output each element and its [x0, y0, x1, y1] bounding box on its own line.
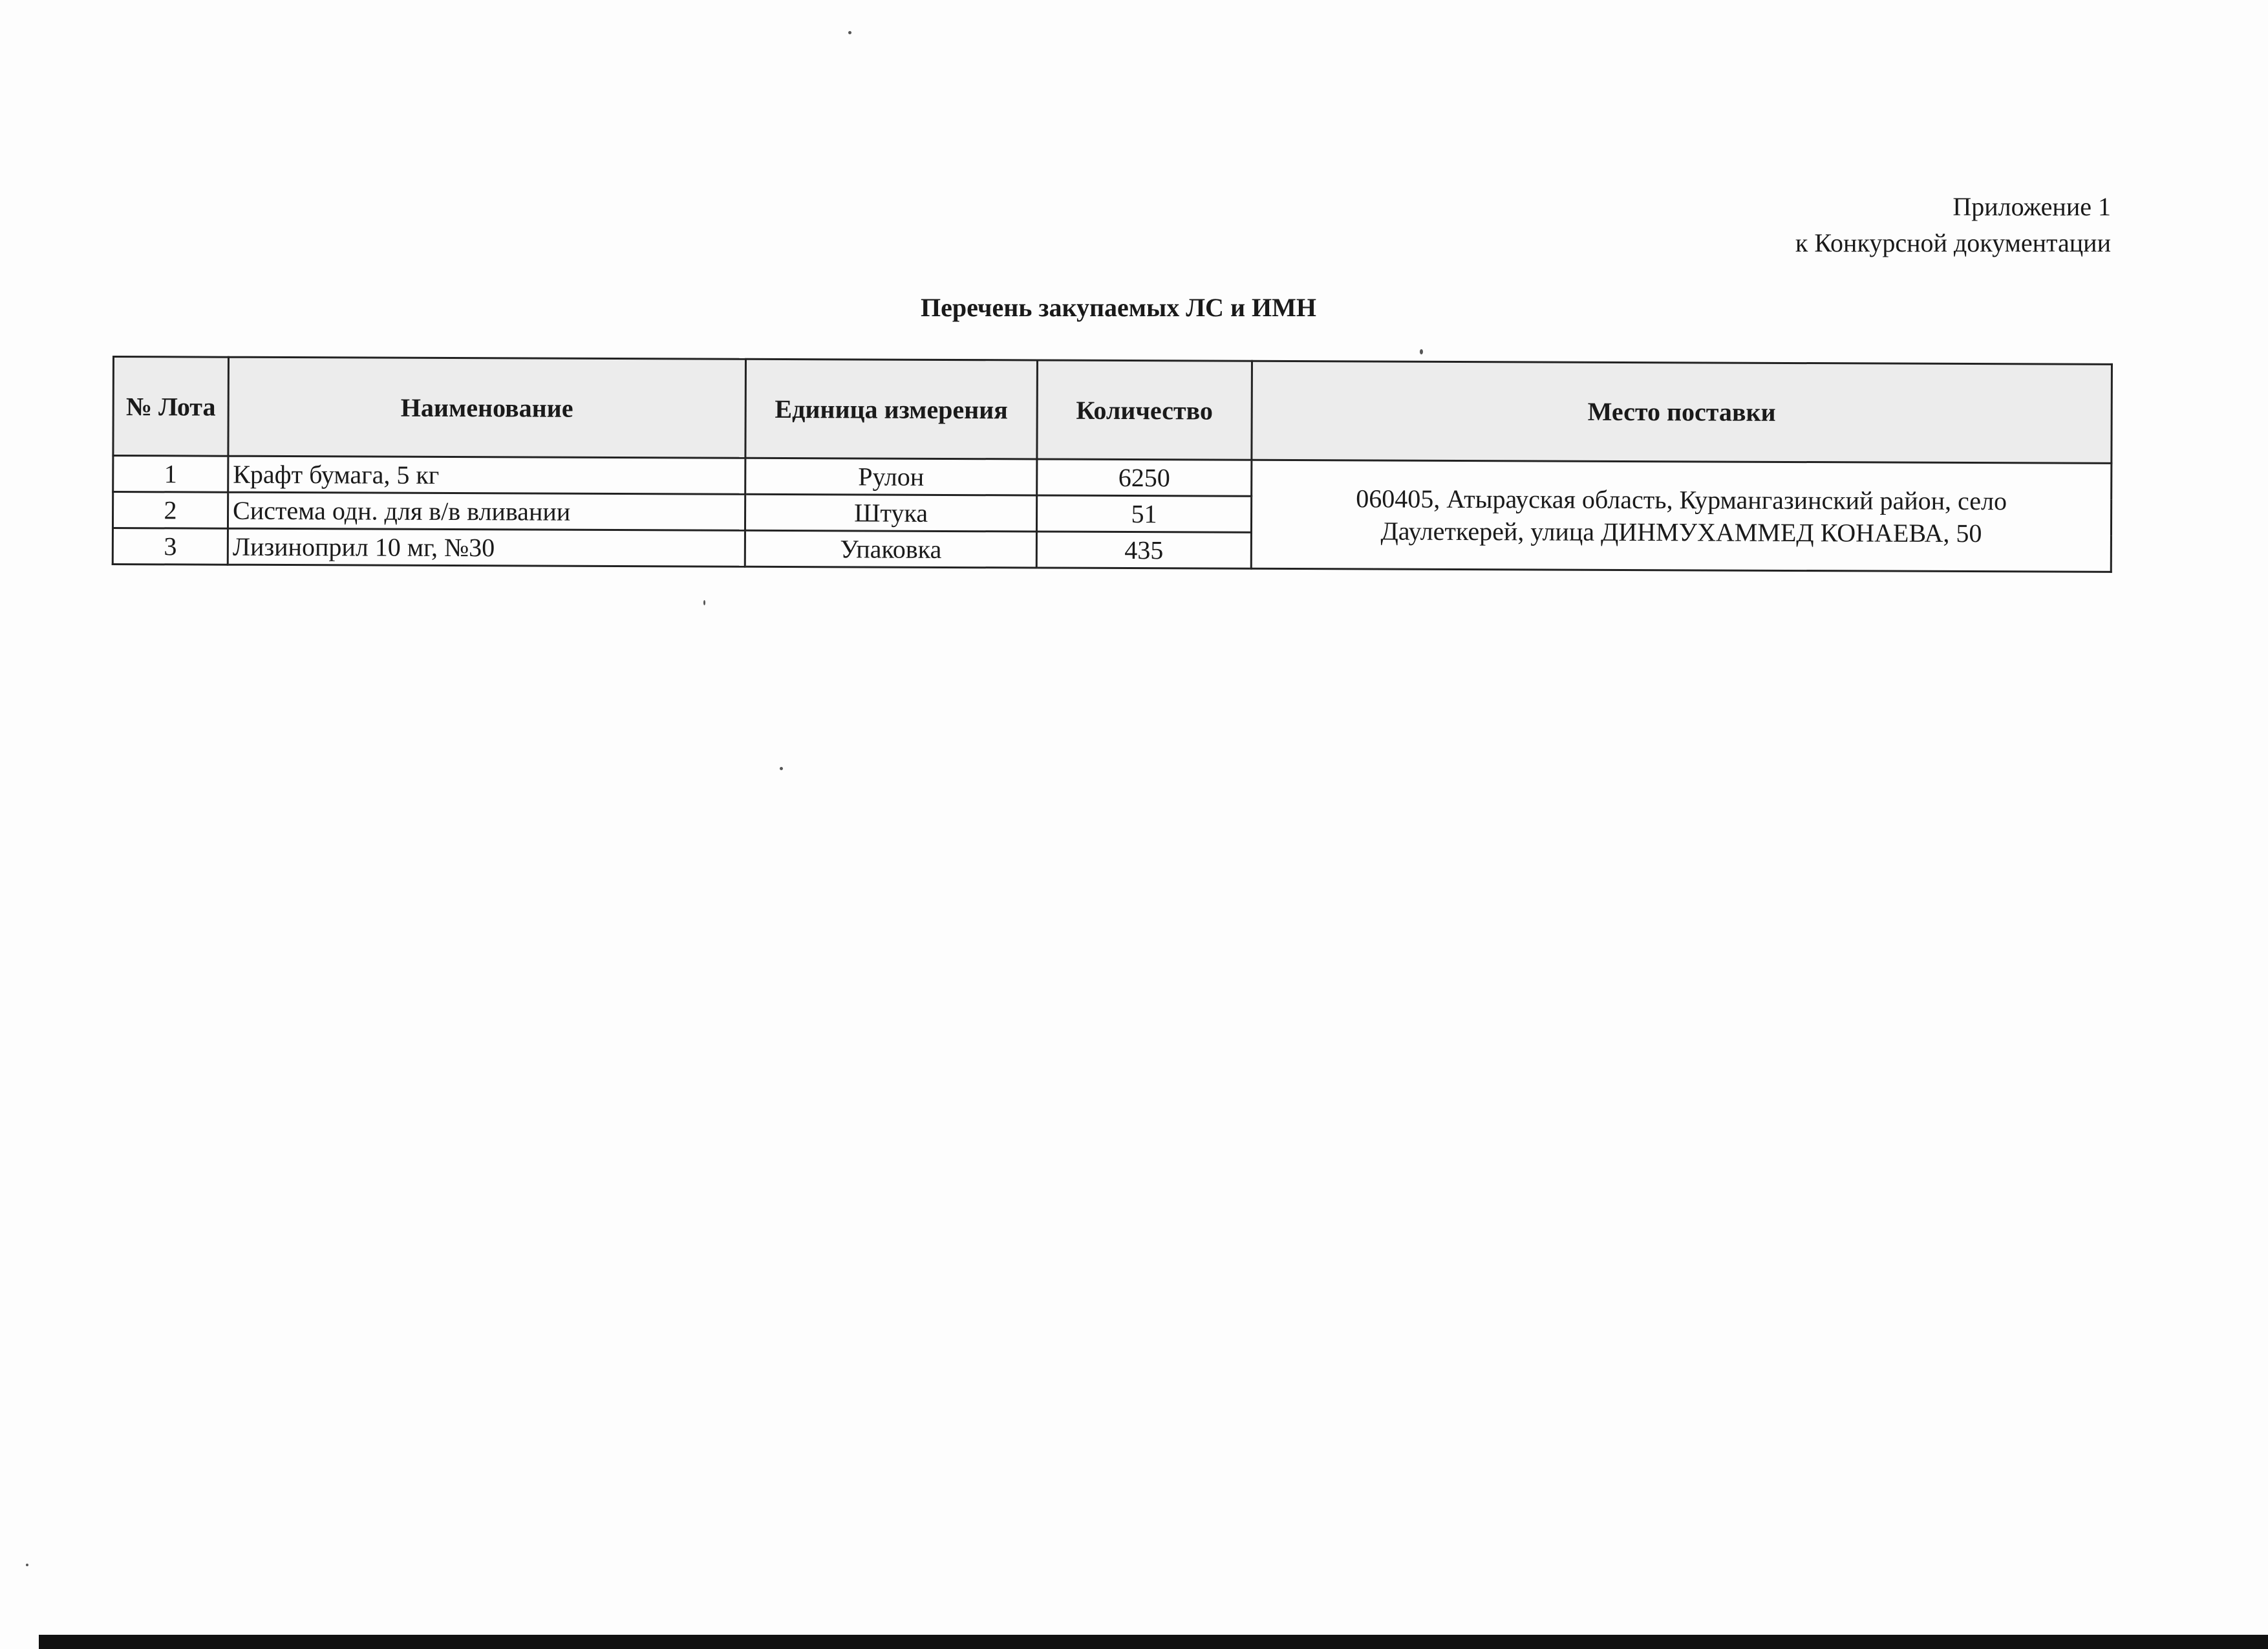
document-title: Перечень закупаемых ЛС и ИМН — [921, 293, 1316, 322]
header-unit: Единица измерения — [745, 359, 1038, 459]
cell-delivery-place — [1251, 460, 2112, 572]
scan-speck — [703, 600, 705, 605]
table-header-row — [113, 357, 2112, 464]
cell-lot-number: 2 — [112, 492, 228, 529]
header-lot-number: № Лота — [113, 357, 229, 457]
cell-lot-number: 1 — [113, 456, 228, 493]
scan-speck — [1420, 349, 1423, 354]
delivery-place-line-2: Даулеткерей, улица ДИНМУХАММЕД КОНАЕВА, 50 — [1380, 516, 1982, 548]
delivery-place-line-1: 060405, Атырауская область, Курмангазинский район, село — [1356, 483, 2007, 515]
scan-bottom-edge — [39, 1635, 2268, 1649]
cell-unit: Упаковка — [745, 530, 1036, 568]
scan-speck — [848, 31, 851, 34]
scan-speck — [780, 767, 783, 770]
appendix-line-2: к Конкурсной документации — [1795, 228, 2111, 257]
cell-lot-number: 3 — [112, 528, 228, 565]
scan-speck — [26, 1564, 28, 1566]
cell-quantity: 435 — [1036, 532, 1251, 568]
appendix-note — [1795, 189, 2111, 261]
cell-name: Лизиноприл 10 мг, №30 — [228, 528, 745, 566]
lots-table — [112, 356, 2113, 573]
cell-unit: Рулон — [745, 458, 1037, 495]
cell-quantity: 6250 — [1037, 459, 1252, 496]
cell-name: Система одн. для в/в вливании — [228, 492, 745, 530]
header-quantity: Количество — [1037, 360, 1252, 460]
cell-unit: Штука — [745, 494, 1036, 532]
cell-name: Крафт бумага, 5 кг — [228, 456, 745, 494]
cell-quantity: 51 — [1036, 495, 1251, 532]
header-delivery-place: Место поставки — [1252, 361, 2112, 463]
appendix-line-1: Приложение 1 — [1952, 192, 2111, 221]
header-name: Наименование — [228, 357, 746, 458]
